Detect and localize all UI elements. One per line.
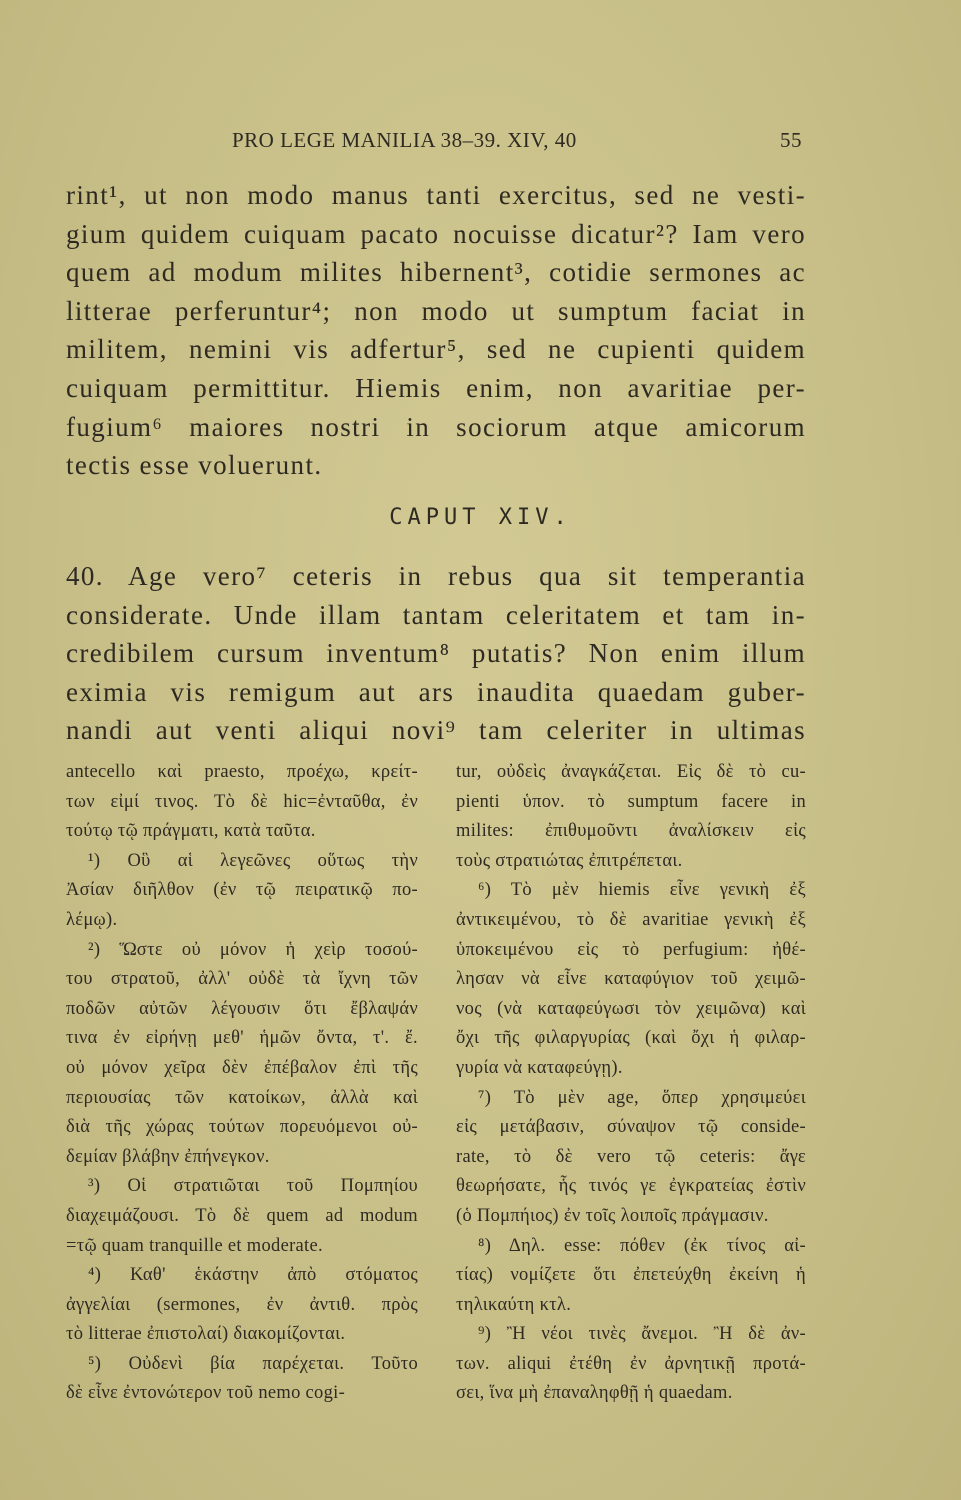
text-line: fugium⁶ maiores nostri in sociorum atque amicorum (66, 411, 806, 442)
footnote-line: ποδῶν αὐτῶν λέγουσιν ὅτι ἔβλαψάν (66, 998, 418, 1019)
footnote-line: ¹) Οὓ αἱ λεγεῶνες οὕτως τὴν (88, 850, 418, 871)
footnote-line: ⁵) Οὐδενὶ βία παρέχεται. Τοῦτο (88, 1353, 418, 1374)
footnote-line: ἀντικειμένου, τὸ δὲ avaritiae γενικὴ ἐξ (456, 909, 806, 930)
footnote-line: ⁹) Ἢ νέοι τινὲς ἄνεμοι. Ἢ δὲ ἀν- (478, 1324, 806, 1345)
footnote-line: διαχειμάζουσι. Τὸ δὲ quem ad modum (66, 1205, 418, 1226)
chapter-heading: CAPUT XIV. (389, 505, 572, 530)
footnote-line: γυρία νὰ καταφεύγῃ). (456, 1057, 623, 1078)
footnote-line: τινα ἐν εἰρήνῃ μεθ' ἡμῶν ὄντα, τ'. ἔ. (66, 1028, 418, 1049)
text-line: quem ad modum milites hibernent³, cotidie sermones ac (66, 257, 806, 288)
text-line: litterae perferuntur⁴; non modo ut sumptum faciat in (66, 295, 806, 326)
footnote-line: δεμίαν βλάβην ἐπήνεγκον. (66, 1146, 270, 1167)
footnote-line: τηλικαύτη κτλ. (456, 1294, 572, 1315)
footnote-line: τοὺς στρατιώτας ἐπιτρέπεται. (456, 850, 683, 871)
footnote-line: λέμῳ). (66, 909, 118, 930)
footnote-line: ³) Οἱ στρατιῶται τοῦ Πομπηίου (88, 1176, 418, 1197)
text-line: nandi aut venti aliqui novi⁹ tam celeriter in ultimas (66, 715, 806, 746)
footnote-line: τὸ litterae ἐπιστολαί) διακομίζονται. (66, 1324, 346, 1345)
footnote-line: των. aliqui ἐτέθη ἐν ἀρνητικῇ προτά- (456, 1353, 806, 1374)
footnote-line: του στρατοῦ, ἀλλ' οὐδὲ τὰ ἴχνη τῶν (66, 969, 418, 990)
text-line: eximia vis remigum aut ars inaudita quaedam guber- (66, 676, 806, 707)
footnote-line: (ὁ Πομπήιος) ἐν τοῖς λοιποῖς πράγμασιν. (456, 1205, 769, 1226)
footnote-line: ⁶) Τὸ μὲν hiemis εἶνε γενικὴ ἐξ (478, 880, 806, 901)
footnote-line: τούτῳ τῷ πράγματι, κατὰ ταῦτα. (66, 821, 316, 842)
text-line: 40. Age vero⁷ ceteris in rebus qua sit temperantia (66, 561, 806, 591)
footnote-line: των εἰμί τινος. Τὸ δὲ hic=ἐνταῦθα, ἐν (66, 791, 418, 812)
footnote-line: ὑποκειμένου εἰς τὸ perfugium: ἠθέ- (456, 939, 806, 960)
footnote-line: διὰ τῆς χώρας τούτων πορευόμενοι οὐ- (66, 1117, 418, 1138)
footnote-line: Ἀσίαν διῆλθον (ἐν τῷ πειρατικῷ πο- (66, 880, 418, 901)
footnote-line: θεωρήσατε, ἧς τινός γε ἐγκρατείας ἐστὶν (456, 1176, 806, 1197)
text-line: credibilem cursum inventum⁸ putatis? Non enim illum (66, 638, 806, 669)
footnote-line: tur, οὐδεὶς ἀναγκάζεται. Εἰς δὲ τὸ cu- (456, 762, 806, 782)
footnote-line: ²) Ὥστε οὐ μόνον ἡ χεὶρ τοσού- (88, 939, 418, 960)
footnote-line: δὲ εἶνε ἐντονώτερον τοῦ nemo cogi- (66, 1383, 346, 1404)
text-line: considerate. Unde illam tantam celeritatem et tam in- (66, 599, 806, 630)
footnote-line: =τῷ quam tranquille et moderate. (66, 1235, 323, 1256)
footnote-line: antecello καὶ praesto, προέχω, κρείτ- (66, 762, 418, 782)
text-line: cuiquam permittitur. Hiemis enim, non avaritiae per- (66, 372, 806, 403)
footnote-line: milites: ἐπιθυμοῦντι ἀναλίσκειν εἰς (456, 821, 806, 842)
footnote-line: ἀγγελίαι (sermones, ἐν ἀντιθ. πρὸς (66, 1294, 418, 1315)
running-title: PRO LEGE MANILIA 38–39. XIV, 40 (232, 128, 577, 152)
footnote-line: νος (νὰ καταφεύγωσι τὸν χειμῶνα) καὶ (456, 998, 806, 1019)
footnote-line: τίας) νομίζετε ὅτι ἐπετεύχθη ἐκείνη ἡ (456, 1265, 806, 1286)
footnotes-right-column (456, 758, 806, 1409)
text-line: tectis esse voluerunt. (66, 450, 323, 481)
footnote-line: ⁸) Δηλ. esse: πόθεν (ἐκ τίνος αἰ- (478, 1235, 806, 1256)
footnote-line: ὄχι τῆς φιλαργυρίας (καὶ ὄχι ἡ φιλαρ- (456, 1028, 806, 1049)
footnote-line: σει, ἵνα μὴ ἐπαναληφθῇ ἡ quaedam. (456, 1383, 733, 1404)
text-line: rint¹, ut non modo manus tanti exercitus, sed ne vesti- (66, 180, 806, 210)
footnotes-left-column (66, 758, 418, 1409)
footnote-line: εἰς μετάβασιν, σύναψον τῷ conside- (456, 1117, 806, 1138)
footnote-line: οὐ μόνον χεῖρα δὲν ἐπέβαλον ἐπὶ τῆς (66, 1057, 418, 1078)
footnote-line: περιουσίας τῶν κατοίκων, ἀλλὰ καὶ (66, 1087, 418, 1108)
footnote-line: ⁴) Καθ' ἑκάστην ἀπὸ στόματος (88, 1265, 418, 1286)
footnote-line: pienti ὑπον. τὸ sumptum facere in (456, 791, 806, 812)
text-line: gium quidem cuiquam pacato nocuisse dicatur²? Iam vero (66, 218, 806, 249)
footnote-line: λησαν νὰ εἶνε καταφύγιον τοῦ χειμῶ- (456, 969, 806, 990)
page-number: 55 (780, 128, 802, 152)
main-paragraph-2 (66, 557, 806, 750)
main-paragraph-1 (66, 176, 806, 485)
footnote-line: ⁷) Τὸ μὲν age, ὅπερ χρησιμεύει (478, 1087, 806, 1108)
text-line: militem, nemini vis adfertur⁵, sed ne cupienti quidem (66, 334, 806, 365)
running-header (66, 128, 806, 158)
footnote-line: rate, τὸ δὲ vero τῷ ceteris: ἄγε (456, 1146, 806, 1167)
